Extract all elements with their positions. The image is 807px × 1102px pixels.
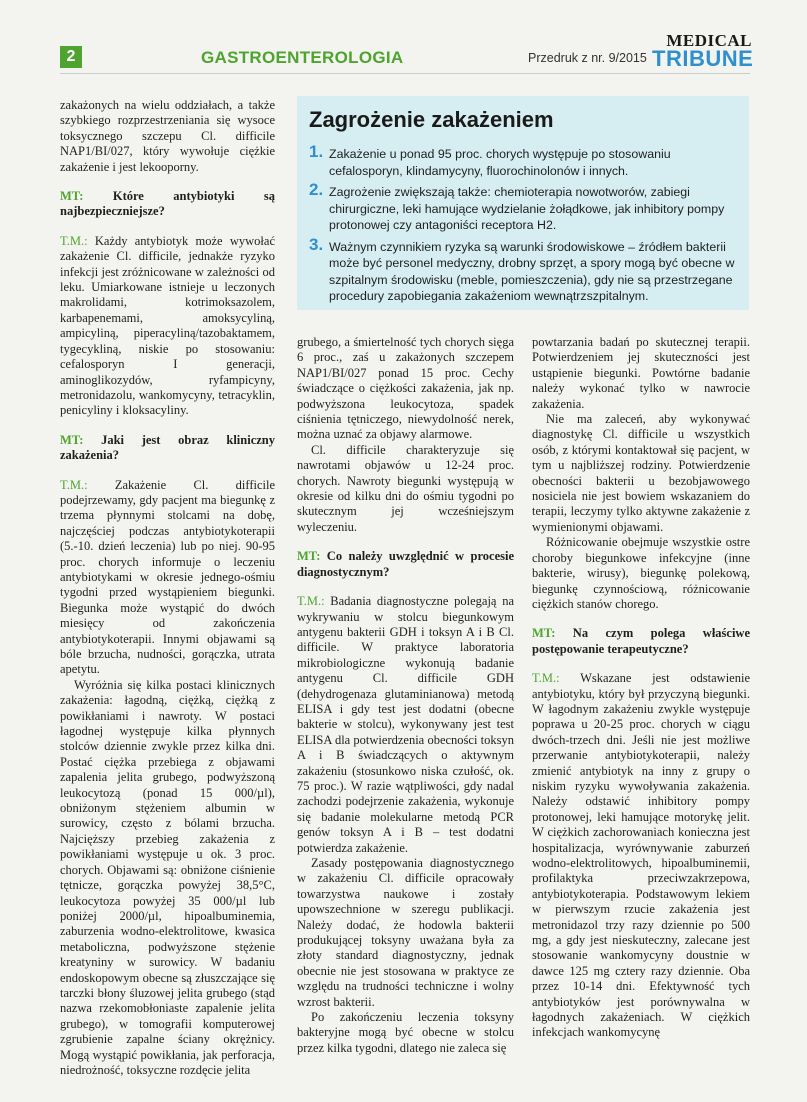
answer bbox=[532, 671, 750, 1041]
item-text: Zagrożenie zwiększają także: chemioterapia nowotworów, zabiegi chirurgiczne, leki hamujące wydzielanie żołądkowe, jak inhibitory pompy protonowej czy antagoniści receptora H2. bbox=[329, 185, 725, 232]
answer-text: Każdy antybiotyk może wywołać zakażenie Cl. difficile, jednakże ryzyko infekcji jest zróżnicowane w zależności od leku. Umiarkowane istnieje u leczonych makrolidami, kotrimoksazolem, karbapenemami, amoksycyliną, ampicyliną, piperacyliną/tazobaktamem, tygecykliną, niskie po stosowaniu: cefalosporyn I generacji, aminoglikozydów, ryfampicyny, metronidazolu, wankomycyny, tetracyklin, penicyliny i kloksacyliny. bbox=[60, 233, 275, 418]
answer-text: Zakażenie Cl. difficile podejrzewamy, gdy pacjent ma biegunkę z trzema płynnymi stolcami na dobę, najczęściej podczas antybiotykoterapii (5.-10. dzień leczenia) lub po niej. 90-95 proc. chorych informuje o leczeniu antybiotykami w okresie jednego-ośmiu tygodni przed wystąpieniem biegunki. Biegunka może wystąpić do dwóch miesięcy od zakończenia antybiotykoterapii. Innymi objawami są bóle brzucha, nudności, gorączka, utrata apetytu. bbox=[60, 477, 276, 677]
page-number: 2 bbox=[60, 46, 82, 68]
answer bbox=[60, 478, 275, 678]
answer-text: Badania diagnostyczne polegają na wykrywaniu w stolcu biegunkowym antygenu bakterii GDH i toksyn A i B Cl. difficile. W praktyce laboratoria mikrobiologiczne wykonują badanie antygenu Cl. difficile GDH (dehydrogenaza glutaminianowa) metodą ELISA i gdy test jest dodatni (obecne bakterie w stolcu), wykonywany jest test ELISA dla potwierdzenia obecności toksyn A i B świadczących o aktywnym zakażeniu (stosunkowo niska czułość, ok. 75 proc.). W razie wątpliwości, gdy nadal zachodzi podejrzenie zakażenia, wykonuje się badanie molekularne metodą PCR genów toksyn A i B – test dodatni potwierdza zakażenie. bbox=[297, 594, 514, 855]
item-number: 3. bbox=[309, 234, 324, 254]
mt-label: MT: bbox=[532, 626, 556, 641]
tm-label: T.M.: bbox=[297, 594, 325, 609]
column-1 bbox=[60, 98, 275, 1078]
medical-tribune-logo bbox=[652, 32, 752, 69]
list-item bbox=[309, 142, 737, 179]
question bbox=[60, 189, 275, 220]
question-text: Na czym polega właściwe postępowanie terapeutyczne? bbox=[532, 626, 750, 656]
infobox-title: Zagrożenie zakażeniem bbox=[309, 107, 554, 132]
answer bbox=[297, 594, 514, 856]
tm-label: T.M.: bbox=[60, 477, 88, 492]
header-rule bbox=[60, 73, 750, 74]
item-number: 1. bbox=[309, 142, 324, 161]
paragraph: grubego, a śmiertelność tych chorych sięga 6 proc., zaś u zakażonych szczepem NAP1/BI/027 ponad 15 proc. Cechy świadczące o ciężkości zakażenia, jak np. podwyższona leukocytoza, spadek ciśnienia tętniczego, niewydolność nerek, można uznać za objawy alarmowe. bbox=[297, 335, 514, 442]
mt-label: MT: bbox=[60, 432, 84, 447]
tm-label: T.M.: bbox=[532, 671, 560, 686]
list-item bbox=[309, 180, 737, 234]
column-2 bbox=[297, 335, 514, 1056]
paragraph: Różnicowanie obejmuje wszystkie ostre choroby biegunkowe infekcyjne (inne bakterie, wirusy), biegunkę polekową, biegunkę czynnościową, różnicowanie ciężkich stanów chorego. bbox=[532, 535, 750, 611]
paragraph: Nie ma zaleceń, aby wykonywać diagnostykę Cl. difficile u wszystkich osób, z którymi kontaktował się pacjent, w tym u najbliższej rodziny. Potwierdzenie obecności bakterii u bezobjawowego nosiciela nie jest bowiem wskazaniem do terapii, leczymy tylko aktywne zakażenie z wymienionymi objawami. bbox=[532, 412, 750, 534]
mt-label: MT: bbox=[297, 549, 321, 564]
question-text: Co należy uwzględnić w procesie diagnostycznym? bbox=[297, 549, 515, 579]
question bbox=[60, 433, 275, 464]
paragraph: Po zakończeniu leczenia toksyny bakteryjne mogą być obecne w stolcu przez kilka tygodni, dlatego nie zaleca się bbox=[297, 1010, 514, 1055]
paragraph: Cl. difficile charakteryzuje się nawrotami objawów u 12-24 proc. chorych. Nawroty biegunki występują w okresie od kilku dni do ośmiu tygodni po skutecznym jej wcześniejszym wyleczeniu. bbox=[297, 442, 514, 534]
paragraph: zakażonych na wielu oddziałach, a także szybkiego rozprzestrzeniania się wysoce toksycznego szczepu Cl. difficile NAP1/BI/027, który wywołuje ciężkie zakażenie i jest lekooporny. bbox=[60, 98, 275, 174]
paragraph: Wyróżnia się kilka postaci klinicznych zakażenia: łagodną, ciężką, ciężką z powikłaniami i nawroty. W postaci łagodnej występuje kilka płynnych stolców dziennie zwykle przez kilka dni. Postać ciężka przebiega z objawami zapalenia jelita grubego, podwyższoną leukocytozą (ponad 15 000/µl), obniżonym stężeniem albumin w surowicy, często z bólami brzucha. Najcięższy przebieg zakażenia z powikłaniami występuje u ok. 3 proc. chorych. Objawami są: obniżone ciśnienie tętnicze, gorączka powyżej 38,5°C, leukocytoza powyżej 35 000/µl lub poniżej 2000/µl, hipoalbuminemia, zaburzenia wodno-elektrolitowe, kwasica metaboliczna, podwyższone stężenie kreatyniny w surowicy. W badaniu endoskopowym obecne są złuszczające się tarczki błony śluzowej jelita grubego (stąd nazwa rzekomobłoniaste zapalenie jelita grubego), w tomografii komputerowej zgrubienie zapalne ściany okrężnicy. Mogą wystąpić powikłania, jak perforacja, niedrożność, toksyczne rozdęcie jelita bbox=[60, 677, 275, 1077]
list-item bbox=[309, 234, 737, 305]
mt-label: MT: bbox=[60, 189, 84, 204]
question-text: Jaki jest obraz kliniczny zakażenia? bbox=[60, 432, 275, 463]
section-title: GASTROENTEROLOGIA bbox=[201, 48, 404, 67]
tm-label: T.M.: bbox=[60, 233, 88, 248]
reprint-note: Przedruk z nr. 9/2015 bbox=[528, 51, 647, 65]
answer bbox=[60, 234, 275, 419]
page-header bbox=[60, 31, 754, 71]
paragraph: powtarzania badań po skutecznej terapii. Potwierdzeniem jej skuteczności jest ustąpienie biegunki. Powtórne badanie należy wykonać tylko w nawrocie zakażenia. bbox=[532, 335, 750, 411]
paragraph: Zasady postępowania diagnostycznego w zakażeniu Cl. difficile opracowały towarzystwa naukowe i zostały upowszechnione w szeregu publikacji. Należy dodać, że hodowla bakterii produkującej toksyny uważana była za złoty standard diagnostyczny, jednak obecnie nie jest stosowana w praktyce ze względu na trudności techniczne i wolny wzrost bakterii. bbox=[297, 856, 514, 1009]
logo-line-medical: MEDICAL bbox=[666, 31, 752, 50]
risk-infobox bbox=[297, 96, 749, 310]
infobox-list bbox=[309, 142, 737, 310]
logo-line-tribune: TRIBUNE bbox=[652, 46, 754, 71]
question-text: Które antybiotyki są najbezpieczniejsze? bbox=[60, 189, 276, 219]
question bbox=[297, 549, 514, 580]
item-text: Ważnym czynnikiem ryzyka są warunki środowiskowe – źródłem bakterii może być personel medyczny, drobny sprzęt, a spory mogą być obecne w szpitalnym środowisku (meble, pomieszczenia), gdy nie są przestrzegane procedury zapobiegania zakażeniom wewnątrzszpitalnym. bbox=[329, 239, 735, 303]
item-text: Zakażenie u ponad 95 proc. chorych występuje po stosowaniu cefalosporyn, klindamycyny, fluorochinolonów i innych. bbox=[329, 147, 671, 178]
item-number: 2. bbox=[309, 180, 324, 199]
question bbox=[532, 626, 750, 657]
answer-text: Wskazane jest odstawienie antybiotyku, który był przyczyną biegunki. W łagodnym zakażeniu zwykle występuje poprawa u 20-25 proc. chorych w ciągu dwóch-trzech dni. Jeśli nie jest możliwe przerwanie antybiotykoterapii, należy zmienić antybiotyk na inny z grupy o niskim ryzyku wywoływania zakażenia. Należy odstawić inhibitory pompy protonowej, leki hamujące motorykę jelit. W ciężkich zachorowaniach konieczna jest hospitalizacja, wyrównywanie zaburzeń wodno-elektrolitowych, hipoalbuminemii, profilaktyka przeciwzakrzepowa, antybiotykoterapia. Podstawowym lekiem w pierwszym rzucie zakażenia jest metronidazol trzy razy dziennie po 500 mg, a gdy jest nieskuteczny, zalecane jest stosowanie wankomycyny doustnie w dawce 125 mg cztery razy dziennie. Oba przez 10-14 dni. Efektywność tych antybiotyków jest porównywalna w łagodnych zakażeniach. W ciężkich infekcjach wankomycynę bbox=[532, 671, 750, 1040]
column-3 bbox=[532, 335, 750, 1041]
